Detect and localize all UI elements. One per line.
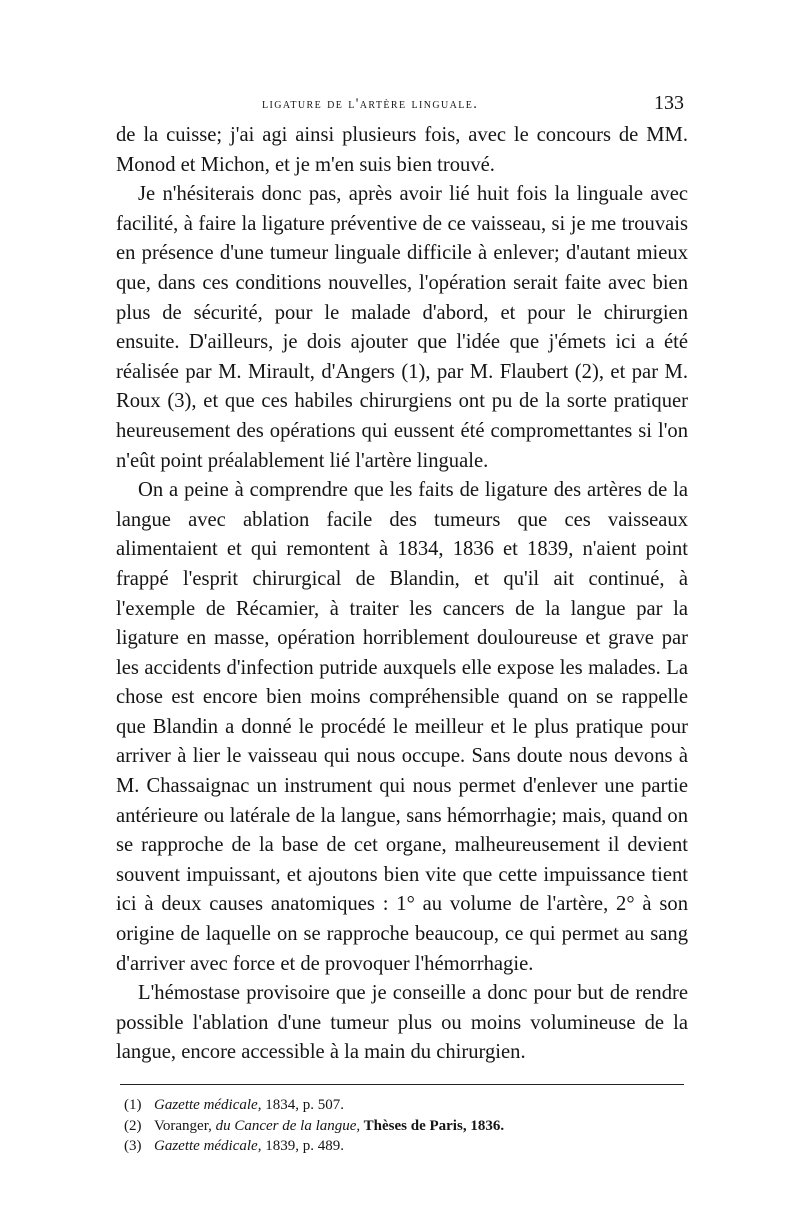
footnote-number: (3) — [124, 1138, 142, 1154]
footnote-details: 1839, p. 489. — [261, 1138, 344, 1154]
footnote-source: Gazette médicale, — [154, 1097, 262, 1113]
page-header — [116, 92, 688, 120]
footnote-number: (2) — [124, 1117, 142, 1134]
body-text — [116, 121, 688, 1068]
footnote-source: du Cancer de la langue, — [215, 1117, 361, 1134]
footnote-number: (1) — [124, 1097, 142, 1113]
running-head: ligature de l'artère linguale. — [262, 96, 479, 112]
footnote — [124, 1136, 688, 1157]
paragraph: Je n'hésiterais donc pas, après avoir lié huit fois la linguale avec facilité, à faire la ligature préventive de ce vaisseau, si je me trouvais en présence d'une tumeur linguale difficile à enlever; d'autant mieux que, dans ces conditions nouvelles, l'opération serait faite avec bien plus de sécurité, pour le malade d'abord, et pour le chirurgien ensuite. D'ailleurs, je dois ajouter que l'idée que j'émets ici a été réalisée par M. Mirault, d'Angers (1), par M. Flaubert (2), et par M. Roux (3), et que ces habiles chirurgiens ont pu de la sorte pratiquer heureusement des opérations qui eussent été compromettantes si l'on n'eût point préalablement lié l'artère linguale. — [116, 183, 688, 472]
footnote-details: 1834, p. 507. — [261, 1097, 344, 1113]
paragraph: L'hémostase provisoire que je conseille a donc pour but de rendre possible l'ablation d'une tumeur plus ou moins volumineuse de la langue, encore accessible à la main du chirurgien. — [116, 982, 688, 1064]
book-page — [116, 92, 688, 1157]
footnote-source: Gazette médicale, — [154, 1138, 262, 1154]
footnote-details: Thèses de Paris, 1836. — [360, 1117, 505, 1134]
footnote — [124, 1116, 688, 1137]
footnote-author: Voranger, — [154, 1117, 212, 1134]
footnotes — [116, 1095, 688, 1157]
paragraph: On a peine à comprendre que les faits de ligature des artères de la langue avec ablation facile des tumeurs que ces vaisseaux alimentaient et qui remontent à 1834, 1836 et 1839, n'aient point frappé l'esprit chirurgical de Blandin, et qu'il ait continué, à l'exemple de Récamier, à traiter les cancers de la langue par la ligature en masse, opération horriblement douloureuse et grave par les accidents d'infection putride auxquels elle expose les malades. La chose est encore bien moins compréhensible quand on se rappelle que Blandin a donné le procédé le meilleur et le plus pratique pour arriver à lier le vaisseau qui nous occupe. Sans doute nous devons à M. Chassaignac un instrument qui nous permet d'enlever une partie antérieure ou latérale de la langue, sans hémorrhagie; mais, quand on se rapproche de la base de cet organe, malheureusement il devient souvent impuissant, et ajoutons bien vite que cette impuissance tient ici à deux causes anatomiques : 1° au volume de l'artère, 2° à son origine de laquelle on se rapproche beaucoup, ce qui permet au sang d'arriver avec force et de provoquer l'hémorrhagie. — [116, 479, 688, 975]
paragraph: de la cuisse; j'ai agi ainsi plusieurs fois, avec le concours de MM. Monod et Michon, et je m'en suis bien trouvé. — [116, 124, 688, 176]
footnote-divider — [120, 1084, 684, 1085]
footnote — [124, 1095, 688, 1116]
page-number: 133 — [654, 92, 684, 114]
